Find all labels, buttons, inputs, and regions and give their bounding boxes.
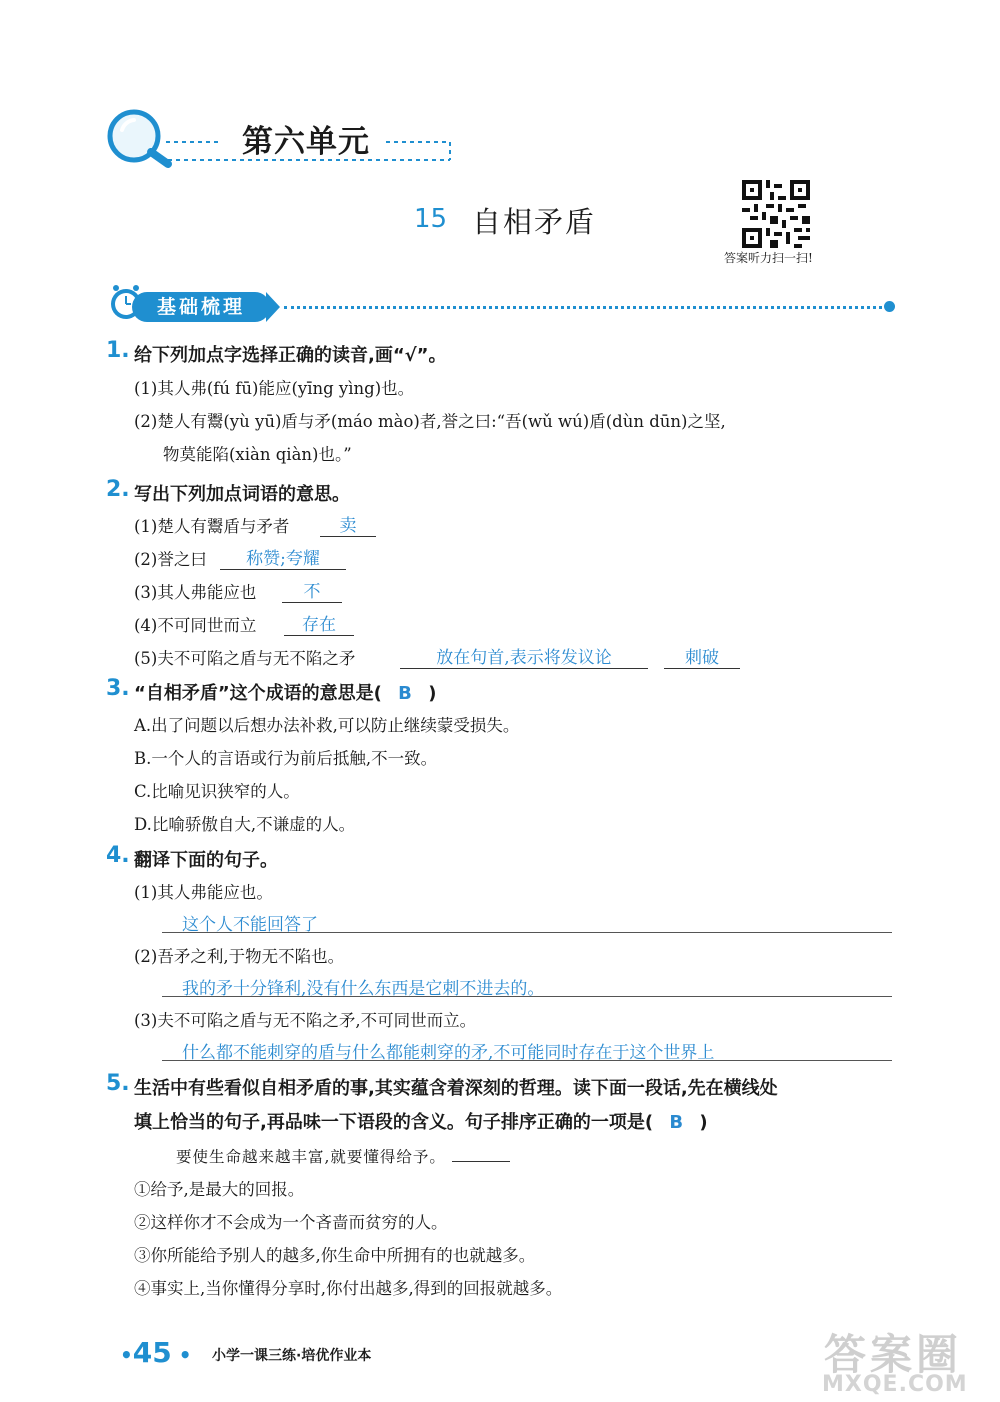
question-prompt-close: )	[699, 1112, 708, 1133]
choice-option: A.出了问题以后想办法补救,可以防止继续蒙受损失。	[134, 716, 520, 735]
list-item: (2)誉之曰	[134, 550, 207, 569]
answer-text: 称赞;夸耀	[220, 544, 346, 570]
section-divider-dot	[884, 301, 895, 312]
question-prompt-text: 填上恰当的句子,再品味一下语段的含义。句子排序正确的一项是(	[134, 1112, 654, 1133]
lesson-number: 15	[414, 204, 448, 234]
choice-answer: B	[398, 683, 412, 704]
section-divider	[284, 306, 888, 309]
question-prompt: 给下列加点字选择正确的读音,画“√”。	[134, 345, 447, 366]
list-item: ③你所能给予别人的越多,你生命中所拥有的也就越多。	[134, 1246, 536, 1265]
question-line: (2)楚人有鬻(yù yū)盾与矛(máo mào)者,誉之曰:“吾(wǔ wú)盾(dùn dūn)之坚,	[134, 412, 726, 431]
list-item: (4)不可同世而立	[134, 616, 257, 635]
choice-option: B.一个人的言语或行为前后抵触,不一致。	[134, 749, 438, 768]
question-line: (1)其人弗(fú fū)能应(yīng yìng)也。	[134, 379, 415, 398]
question-prompt-text: “自相矛盾”这个成语的意思是(	[134, 683, 382, 704]
choice-option: C.比喻见识狭窄的人。	[134, 782, 300, 801]
section-tag: 基础梳理	[132, 292, 270, 322]
answer-text: 这个人不能回答了	[182, 915, 318, 935]
fill-in-blank[interactable]	[452, 1145, 510, 1162]
section-tag-arrow	[266, 292, 280, 322]
answer-text: 刺破	[664, 643, 740, 669]
qr-code-icon[interactable]	[742, 180, 810, 248]
answer-text: 放在句首,表示将发议论	[400, 643, 648, 669]
lesson-title: 自相矛盾	[472, 205, 597, 239]
answer-text: 卖	[320, 511, 376, 537]
question-number: 5.	[106, 1071, 130, 1096]
book-title: 小学一课三练·培优作业本	[212, 1348, 372, 1364]
question-prompt	[134, 1108, 708, 1134]
question-number: 1.	[106, 338, 130, 363]
list-item: ②这样你才不会成为一个吝啬而贫穷的人。	[134, 1213, 448, 1232]
question-prompt: 写出下列加点词语的意思。	[134, 484, 350, 505]
qr-caption: 答案听力扫一扫!	[724, 251, 813, 265]
answer-text: 存在	[284, 610, 354, 636]
list-item: (3)其人弗能应也	[134, 583, 257, 602]
quote-text	[176, 1145, 510, 1167]
page-number	[120, 1336, 192, 1369]
question-prompt: 翻译下面的句子。	[134, 850, 278, 871]
quote-sentence: 要使生命越来越丰富,就要懂得给予。	[176, 1148, 446, 1166]
list-item: ④事实上,当你懂得分享时,你付出越多,得到的回报就越多。	[134, 1279, 563, 1298]
answer-line	[162, 932, 892, 933]
list-item: (1)其人弗能应也。	[134, 883, 273, 902]
answer-line	[162, 1060, 892, 1061]
list-item: (3)夫不可陷之盾与无不陷之矛,不可同世而立。	[134, 1011, 477, 1030]
list-item: ①给予,是最大的回报。	[134, 1180, 305, 1199]
list-item: (5)夫不可陷之盾与无不陷之矛	[134, 649, 356, 668]
page-number-dot-right: •	[171, 1343, 192, 1367]
question-prompt: 生活中有些看似自相矛盾的事,其实蕴含着深刻的哲理。读下面一段话,先在横线处	[134, 1078, 778, 1099]
list-item: (2)吾矛之利,于物无不陷也。	[134, 947, 345, 966]
page-number-value: 45	[132, 1336, 172, 1369]
question-prompt	[134, 679, 436, 705]
page-number-dot-left: •	[120, 1343, 133, 1367]
watermark-url: MXQE.COM	[822, 1372, 968, 1397]
question-number: 2.	[106, 477, 130, 502]
answer-text: 不	[282, 577, 342, 603]
choice-option: D.比喻骄傲自大,不谦虚的人。	[134, 815, 356, 834]
list-item: (1)楚人有鬻盾与矛者	[134, 517, 290, 536]
answer-text: 什么都不能刺穿的盾与什么都能刺穿的矛,不可能同时存在于这个世界上	[182, 1043, 715, 1063]
choice-answer: B	[669, 1112, 684, 1133]
question-prompt-close: )	[428, 683, 437, 704]
unit-title: 第六单元	[242, 124, 370, 160]
question-line: 物莫能陷(xiàn qiàn)也。”	[163, 445, 352, 464]
question-number: 4.	[106, 843, 130, 868]
answer-text: 我的矛十分锋利,没有什么东西是它刺不进去的。	[182, 979, 545, 999]
question-number: 3.	[106, 676, 130, 701]
watermark-logo: 答案圈	[824, 1330, 963, 1379]
answer-line	[162, 996, 892, 997]
